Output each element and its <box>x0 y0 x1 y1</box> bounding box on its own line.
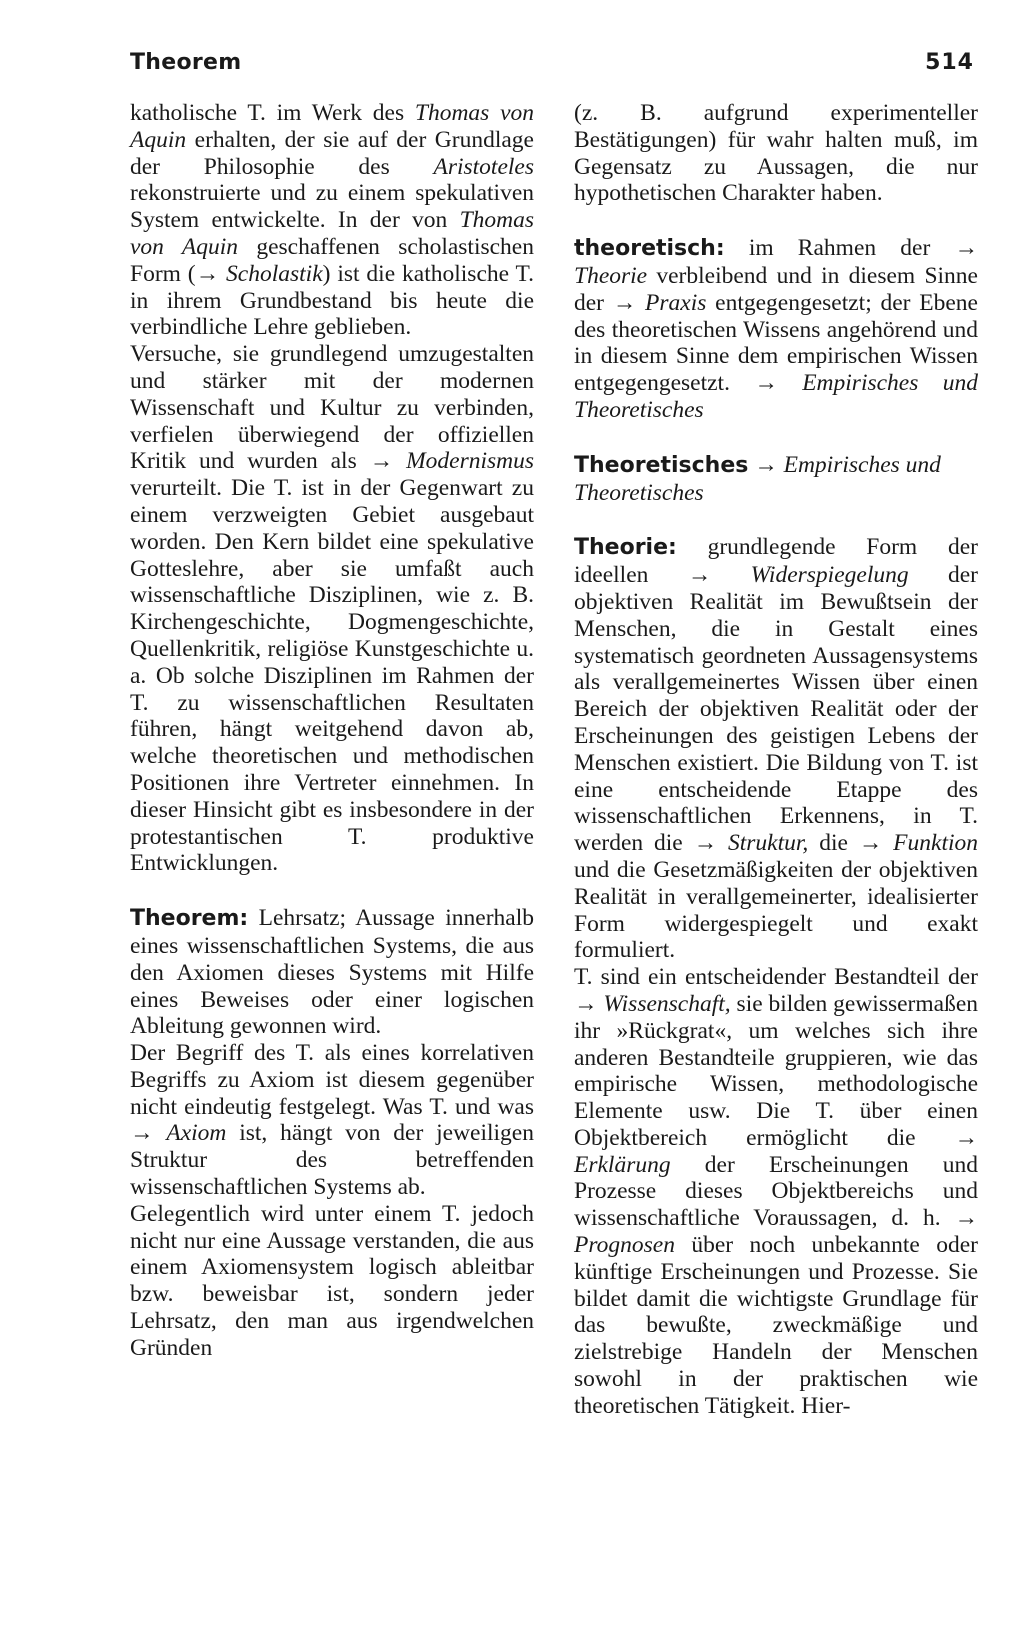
ref-struktur[interactable]: Struktur, <box>728 830 809 857</box>
ref-wissenschaft[interactable]: Wissenschaft, <box>603 990 731 1017</box>
cross-ref-arrow-icon: → <box>954 235 978 262</box>
theorem-continuation: (z. B. aufgrund experimenteller Bestätigungen) für wahr halten muß, im Gegensatz zu Aussagen, die nur hypothetischen Charakter haben. <box>574 100 978 207</box>
entry-theoretisches <box>574 452 978 507</box>
cross-ref-arrow-icon: → <box>130 1120 154 1147</box>
ref-erklaerung[interactable]: Erklärung <box>574 1151 671 1178</box>
cross-ref-arrow-icon: → <box>612 289 637 316</box>
right-column <box>574 100 978 1420</box>
cross-ref-arrow-icon: → <box>195 260 220 287</box>
cross-ref-arrow-icon: → <box>687 562 712 589</box>
entry-theorem: Theorem: Lehrsatz; Aussage innerhalb eines wissenschaftlichen Systems, die aus den Axiomen dieses Systems mit Hilfe eines Beweises oder einer logischen Ableitung gewonnen wird. Der Begriff des T. als eines korrelativen Begriffs zu Axiom ist diesem gegenüber nicht eindeutig festgelegt. Was T. und was → Axiom ist, hängt von der jeweiligen Struktur des betreffenden wissenschaftlichen Systems ab. Gelegentlich wird unter einem T. jedoch nicht nur eine Aussage verstanden, die aus einem Axiomensystem logisch ableitbar bzw. beweisbar ist, sondern jeder Lehrsatz, den man aus irgendwelchen Gründen <box>130 905 534 1361</box>
ref-prognosen[interactable]: Prognosen <box>574 1232 675 1259</box>
ref-theorie[interactable]: Theorie <box>574 262 648 289</box>
ref-modernismus[interactable]: Modernismus <box>406 448 535 475</box>
ref-empirisches-und-theoretisches-2[interactable]: Empirisches und Theoretisches <box>574 451 941 506</box>
ref-praxis[interactable]: Praxis <box>645 289 707 316</box>
ref-thomas-von-aquin-2: Thomas von Aquin <box>130 207 534 260</box>
theologie-continuation: katholische T. im Werk des Thomas von Aquin erhalten, der sie auf der Grundlage der Philosophie des Aristoteles rekonstruierte und zu einem spekulativen System entwickelte. In der von Thomas von Aquin geschaffenen scholastischen Form (→ Scholastik) ist die katholische T. in ihrem Grundbestand bis heute die verbindliche Lehre geblieben. <box>130 100 535 341</box>
entry-theoretisch: theoretisch: im Rahmen der → Theorie verbleibend und in diesem Sinne der → Praxis entgegengesetzt; der Ebene des theoretischen Wissens angehörend und in diesem Sinne dem empirischen Wissen entgegengesetzt. → Empirisches und Theoretisches <box>574 235 978 423</box>
headword-theoretisches: Theoretisches <box>574 452 749 478</box>
cross-ref-arrow-icon: → <box>754 451 778 478</box>
headword-theorie: Theorie: <box>574 535 677 561</box>
headword-theoretisch: theoretisch: <box>574 236 725 262</box>
running-head: Theorem <box>130 50 242 75</box>
ref-axiom[interactable]: Axiom <box>166 1120 227 1147</box>
ref-funktion[interactable]: Funktion <box>893 830 978 857</box>
ref-thomas-von-aquin: Thomas von Aquin <box>130 100 534 153</box>
ref-widerspiegelung[interactable]: Widerspiegelung <box>750 562 909 589</box>
cross-ref-arrow-icon: → <box>858 830 883 857</box>
entry-theorie: Theorie: grundlegende Form der ideellen → Widerspiegelung der objektiven Realität im Bewußtsein der Menschen, die in Gestalt eines systematisch geordneten Aussagensystems als verallgemeinertes Wissen über einen Bereich der objektiven Realität oder der Erscheinungen des geistigen Lebens der Menschen existiert. Die Bildung von T. ist eine entscheidende Etappe des wissenschaftlichen Erkennens, in T. werden die → Struktur, die → Funktion und die Gesetzmäßigkeiten der objektiven Realität in verallgemeinerter, idealisierter Form widergespiegelt und exakt formuliert. T. sind ein entscheidender Bestandteil der → Wissenschaft, sie bilden gewissermaßen ihr »Rückgrat«, um welches sich ihre anderen Bestandteile gruppieren, wie das empirische Wissen, methodologische Elemente usw. Die T. über einen Objektbereich ermöglicht die → Erklärung der Erscheinungen und Prozesse dieses Objektbereichs und wissenschaftliche Voraussagen, d. h. → Prognosen über noch unbekannte oder künftige Erscheinungen und Prozesse. Sie bildet damit die wichtigste Grundlage für das bewußte, zweckmäßige und zielstrebige Handeln der Menschen sowohl in der praktischen wie theoretischen Tätigkeit. Hier- <box>574 534 979 1419</box>
cross-ref-arrow-icon: → <box>754 370 778 397</box>
page-header <box>130 50 974 84</box>
left-column <box>130 100 534 1362</box>
headword-theorem: Theorem: <box>130 906 249 932</box>
cross-ref-arrow-icon: → <box>954 1124 978 1151</box>
cross-ref-arrow-icon: → <box>574 990 598 1017</box>
ref-empirisches-und-theoretisches[interactable]: Empirisches und Theoretisches <box>574 370 978 423</box>
theologie-paragraph-2: Versuche, sie grundlegend umzugestalten und stärker mit der modernen Wissenschaft und Kultur zu verbinden, verfielen überwiegend der offiziellen Kritik und wurden als → Modernismus verurteilt. Die T. ist in der Gegenwart zu einem verzweigten Gebiet ausgebaut worden. Den Kern bildet eine spekulative Gotteslehre, aber sie umfaßt auch wissenschaftliche Disziplinen, wie z. B. Kirchengeschichte, Dogmengeschichte, Quellenkritik, religiöse Kunstgeschichte u. a. Ob solche Disziplinen im Rahmen der T. zu wissenschaftlichen Resultaten führen, hängt weitgehend davon ab, welche theoretischen und methodischen Positionen ihre Vertreter einnehmen. In dieser Hinsicht gibt es insbesondere in der protestantischen T. produktive Entwicklungen. <box>130 341 535 877</box>
cross-ref-arrow-icon: → <box>954 1205 978 1232</box>
page-number: 514 <box>925 50 974 75</box>
ref-scholastik[interactable]: Scholastik <box>226 260 323 287</box>
cross-ref-arrow-icon: → <box>369 448 394 475</box>
ref-aristoteles: Aristoteles <box>433 153 534 180</box>
cross-ref-arrow-icon: → <box>693 830 718 857</box>
